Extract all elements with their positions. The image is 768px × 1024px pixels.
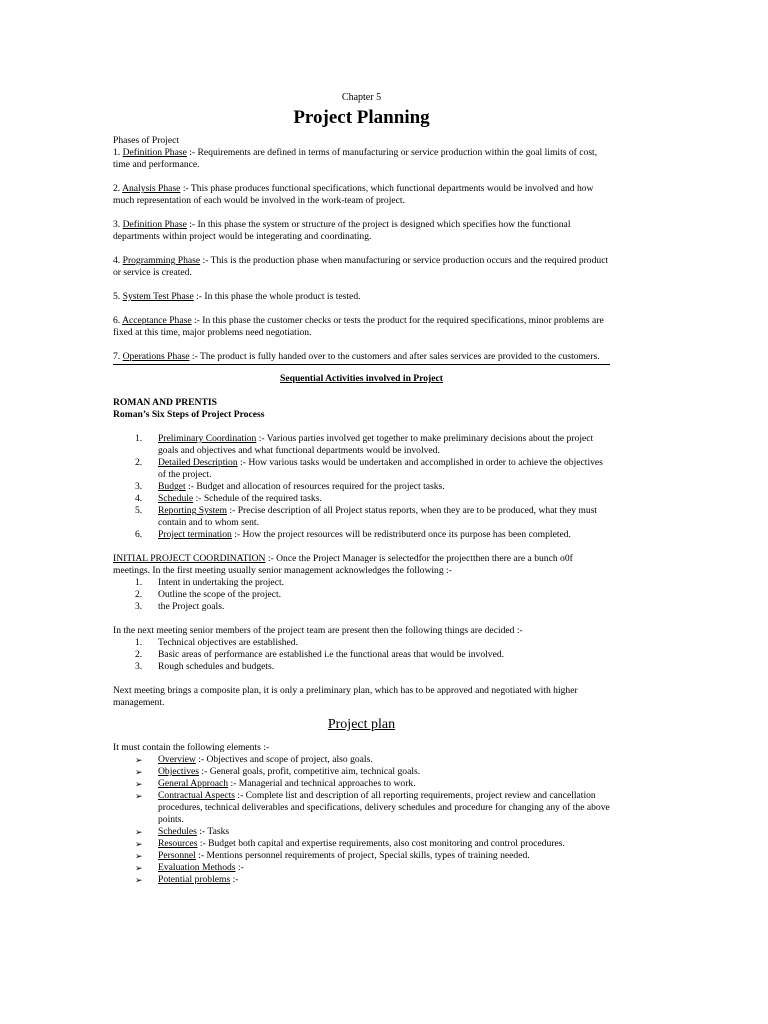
plan-element-item xyxy=(113,850,610,862)
arrow-bullet-icon: ➢ xyxy=(135,875,143,885)
plan-element-item xyxy=(113,826,610,838)
phase-item xyxy=(113,315,610,339)
step-number: 3. xyxy=(135,481,143,492)
plan-element-description: :- Mentions personnel requirements of project, Special skills, types of training needed. xyxy=(195,850,530,861)
step-item xyxy=(113,493,610,505)
steps-subheading: Roman’s Six Steps of Project Process xyxy=(113,409,265,420)
step-number: 1. xyxy=(135,433,143,444)
plan-intro: It must contain the following elements :- xyxy=(113,742,270,753)
step-description: :- How various tasks would be undertaken and accomplished in order to achieve the objectives of the project. xyxy=(158,457,603,480)
plan-element-term: Schedules xyxy=(158,826,197,837)
plan-element-term: Evaluation Methods xyxy=(158,862,236,873)
step-term: Reporting System xyxy=(158,505,228,516)
section-divider xyxy=(113,364,610,365)
phase-number: 4. xyxy=(113,255,121,266)
plan-element-description: :- xyxy=(235,862,244,873)
decision-item-number: 2. xyxy=(135,649,143,660)
step-description: :- Various parties involved get together to make preliminary decisions about the project goals and objectives and what functional departments would be involved. xyxy=(158,433,594,456)
plan-element-item xyxy=(113,790,610,826)
step-description: :- Budget and allocation of resources required for the project tasks. xyxy=(185,481,445,492)
step-item xyxy=(113,433,610,457)
decision-item-text: Rough schedules and budgets. xyxy=(158,661,275,672)
plan-element-description: :- Managerial and technical approaches to work. xyxy=(228,778,416,789)
plan-element-description: :- General goals, profit, competitive aim, technical goals. xyxy=(199,766,421,777)
meeting-item-text: Intent in undertaking the project. xyxy=(158,577,285,588)
phase-number: 1. xyxy=(113,147,121,158)
phase-term: System Test Phase xyxy=(122,291,194,302)
initial-coordination-paragraph xyxy=(113,553,610,577)
author-heading: ROMAN AND PRENTIS xyxy=(113,397,217,408)
phase-item xyxy=(113,183,610,207)
spacer xyxy=(113,243,610,255)
decision-item-number: 1. xyxy=(135,637,143,648)
plan-element-description: :- Budget both capital and expertise requirements, also cost monitoring and control procedures. xyxy=(197,838,565,849)
chapter-label: Chapter 5 xyxy=(341,92,382,103)
arrow-bullet-icon: ➢ xyxy=(135,863,143,873)
phase-term: Acceptance Phase xyxy=(122,315,192,326)
step-number: 2. xyxy=(135,457,143,468)
meeting-item-number: 2. xyxy=(135,589,143,600)
phase-item xyxy=(113,147,610,171)
spacer xyxy=(113,613,610,625)
document-page xyxy=(113,92,610,886)
phase-number: 2. xyxy=(113,183,121,194)
plan-element-term: Potential problems xyxy=(158,874,231,885)
plan-element-term: General Approach xyxy=(158,778,229,789)
meeting-item xyxy=(113,577,610,589)
decision-item xyxy=(113,637,610,649)
phase-description: :- This is the production phase when manufacturing or service production occurs and the required product or service is created. xyxy=(113,255,609,278)
phases-heading: Phases of Project xyxy=(113,135,180,146)
step-term: Detailed Description xyxy=(158,457,238,468)
phase-description: :- In this phase the whole product is tested. xyxy=(193,291,361,302)
step-description: :- How the project resources will be redistributerd once its purpose has been completed. xyxy=(231,529,571,540)
phase-term: Programming Phase xyxy=(122,255,201,266)
step-number: 4. xyxy=(135,493,143,504)
initial-coordination-text: :- Once the Project Manager is selectedfor the projectthen there are a bunch o0f meetings. In the first meeting usually senior management acknowledges the following :- xyxy=(113,553,573,576)
phase-number: 3. xyxy=(113,219,121,230)
decision-item-text: Basic areas of performance are established i.e the functional areas that would be involved. xyxy=(158,649,505,660)
decision-item-text: Technical objectives are established. xyxy=(158,637,298,648)
meeting-item xyxy=(113,601,610,613)
phase-term: Definition Phase xyxy=(122,219,187,230)
plan-elements-list xyxy=(113,754,610,886)
phase-item xyxy=(113,219,610,243)
phase-item xyxy=(113,351,610,363)
plan-element-description: :- Objectives and scope of project, also goals. xyxy=(195,754,373,765)
meeting-item xyxy=(113,589,610,601)
sequential-heading: Sequential Activities involved in Project xyxy=(280,373,443,384)
phase-term: Definition Phase xyxy=(122,147,187,158)
plan-element-item xyxy=(113,778,610,790)
phase-term: Analysis Phase xyxy=(122,183,181,194)
step-item xyxy=(113,529,610,541)
step-number: 6. xyxy=(135,529,143,540)
phase-description: :- The product is fully handed over to the customers and after sales services are provided to the customers. xyxy=(189,351,600,362)
step-term: Budget xyxy=(158,481,186,492)
initial-coordination-term: INITIAL PROJECT COORDINATION xyxy=(113,553,266,564)
step-item xyxy=(113,457,610,481)
decision-item xyxy=(113,649,610,661)
plan-element-term: Resources xyxy=(158,838,198,849)
step-description: :- Schedule of the required tasks. xyxy=(193,493,322,504)
composite-plan-paragraph: Next meeting brings a composite plan, it is only a preliminary plan, which has to be approved and negotiated with higher management. xyxy=(113,685,578,708)
arrow-bullet-icon: ➢ xyxy=(135,791,143,801)
spacer xyxy=(113,339,610,351)
next-meeting-list xyxy=(113,637,610,673)
phase-term: Operations Phase xyxy=(122,351,190,362)
step-description: :- Precise description of all Project status reports, when they are to be produced, what they must contain and to whom sent. xyxy=(158,505,598,528)
page-title: Project Planning xyxy=(293,107,430,128)
step-item xyxy=(113,481,610,493)
plan-element-item xyxy=(113,766,610,778)
step-term: Project termination xyxy=(158,529,232,540)
arrow-bullet-icon: ➢ xyxy=(135,839,143,849)
decision-item xyxy=(113,661,610,673)
phase-description: :- This phase produces functional specifications, which functional departments would be involved and how much representation of each would be involved in the work-team of project. xyxy=(113,183,594,206)
plan-element-item xyxy=(113,862,610,874)
spacer xyxy=(113,171,610,183)
meeting-item-number: 3. xyxy=(135,601,143,612)
steps-list xyxy=(113,433,610,541)
meeting-item-text: Outline the scope of the project. xyxy=(158,589,282,600)
spacer xyxy=(113,541,610,553)
step-item xyxy=(113,505,610,529)
spacer xyxy=(113,207,610,219)
phase-description: :- Requirements are defined in terms of manufacturing or service production within the goal limits of cost, time and performance. xyxy=(113,147,598,170)
plan-element-term: Contractual Aspects xyxy=(158,790,235,801)
arrow-bullet-icon: ➢ xyxy=(135,767,143,777)
plan-element-item xyxy=(113,754,610,766)
phase-number: 5. xyxy=(113,291,121,302)
plan-element-term: Overview xyxy=(158,754,196,765)
step-term: Schedule xyxy=(158,493,194,504)
spacer xyxy=(113,303,610,315)
plan-element-description: :- Complete list and description of all reporting requirements, project review and cancellation procedures, technical deliverables and specifications, delivery schedules and procedure for changing any of the above points. xyxy=(158,790,610,825)
meeting-item-number: 1. xyxy=(135,577,143,588)
phase-description: :- In this phase the system or structure of the project is designed which specifies how the functional departments within project would be integerating and coordinating. xyxy=(113,219,571,242)
decision-item-number: 3. xyxy=(135,661,143,672)
plan-element-term: Personnel xyxy=(158,850,196,861)
phase-item xyxy=(113,255,610,279)
phase-item xyxy=(113,291,610,303)
project-plan-heading: Project plan xyxy=(327,717,396,732)
phase-description: :- In this phase the customer checks or tests the product for the required specifications, minor problems are fixed at this time, major problems need negotiation. xyxy=(113,315,604,338)
step-number: 5. xyxy=(135,505,143,516)
meeting-item-text: the Project goals. xyxy=(158,601,225,612)
phase-number: 6. xyxy=(113,315,121,326)
plan-element-term: Objectives xyxy=(158,766,200,777)
spacer xyxy=(113,421,610,433)
spacer xyxy=(113,279,610,291)
phases-list xyxy=(113,147,610,363)
arrow-bullet-icon: ➢ xyxy=(135,851,143,861)
plan-element-description: :- Tasks xyxy=(196,826,230,837)
step-term: Preliminary Coordination xyxy=(158,433,257,444)
arrow-bullet-icon: ➢ xyxy=(135,827,143,837)
arrow-bullet-icon: ➢ xyxy=(135,755,143,765)
plan-element-item xyxy=(113,838,610,850)
arrow-bullet-icon: ➢ xyxy=(135,779,143,789)
next-meeting-intro: In the next meeting senior members of the project team are present then the following things are decided :- xyxy=(113,625,523,636)
plan-element-item xyxy=(113,874,610,886)
phase-number: 7. xyxy=(113,351,121,362)
initial-meeting-list xyxy=(113,577,610,613)
plan-element-description: :- xyxy=(230,874,239,885)
spacer xyxy=(113,673,610,685)
